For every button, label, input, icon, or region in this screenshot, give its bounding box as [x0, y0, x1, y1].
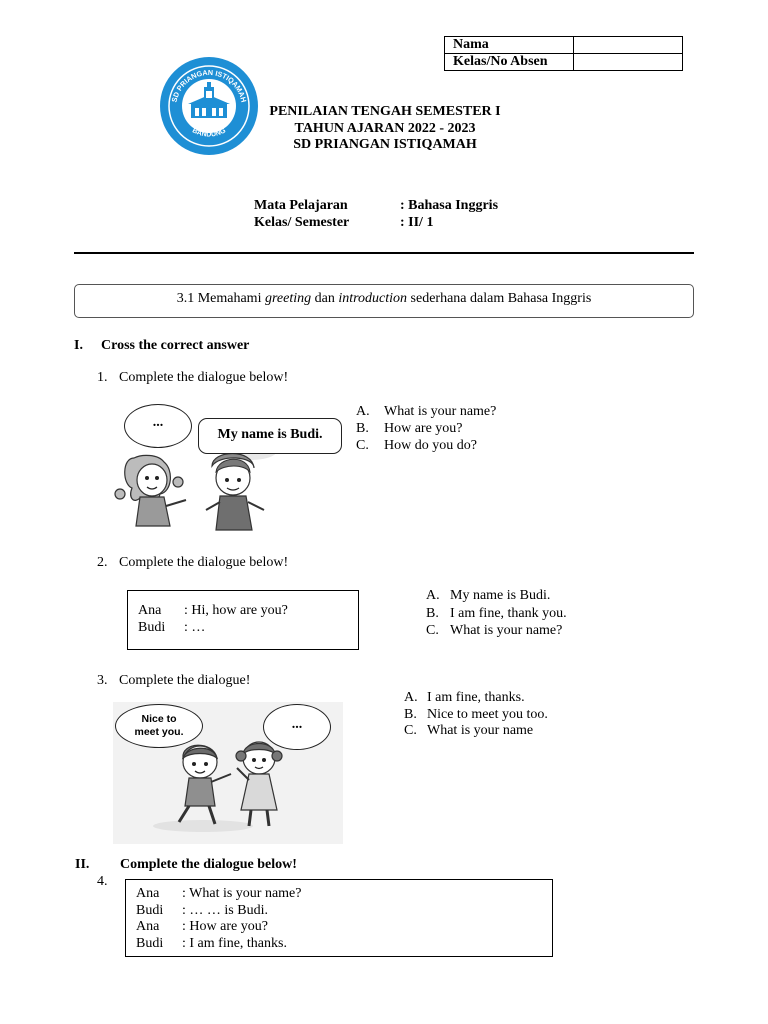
- objective-prefix: 3.1 Memahami: [176, 291, 265, 306]
- q2-option-a[interactable]: [426, 587, 550, 604]
- q4-dialogue-line: [136, 886, 552, 903]
- class-semester-label: Kelas/ Semester: [254, 215, 350, 230]
- q1-option-a[interactable]: [356, 403, 496, 420]
- q1-left-bubble-text: ...: [152, 415, 164, 430]
- class-number-label: Kelas/No Absen: [445, 54, 574, 71]
- subject-value: : Bahasa Inggris: [400, 198, 499, 213]
- q3-option-c[interactable]: [404, 722, 533, 739]
- section2-title: Complete the dialogue below!: [120, 857, 297, 872]
- q3-option-a-letter: A.: [404, 690, 418, 705]
- class-number-row: [445, 54, 683, 71]
- q4-speaker-ana: Ana: [136, 886, 160, 901]
- q1-text: Complete the dialogue below!: [119, 370, 289, 385]
- objective-suffix: sederhana dalam Bahasa Inggris: [407, 291, 592, 306]
- q1-option-c-text: How do you do?: [384, 438, 477, 453]
- q1-option-c[interactable]: [356, 437, 477, 454]
- section1-numeral: I.: [74, 338, 83, 353]
- q2-option-b-text: I am fine, thank you.: [450, 606, 567, 621]
- q1-option-a-letter: A.: [356, 404, 370, 419]
- q4-dialogue-line: [136, 936, 552, 953]
- q4-line-ana: : What is your name?: [182, 886, 302, 901]
- q2-dialogue-line: [138, 603, 358, 620]
- q2-line-budi: : …: [184, 619, 206, 635]
- class-semester-value: : II/ 1: [400, 215, 434, 230]
- q4-dialogue-line: [136, 903, 552, 920]
- q3-option-a-text: I am fine, thanks.: [427, 690, 525, 705]
- exam-title: PENILAIAN TENGAH SEMESTER I: [269, 104, 501, 119]
- q1-left-speech-bubble: [124, 404, 192, 448]
- q3-text: Complete the dialogue!: [119, 673, 251, 688]
- academic-year: TAHUN AJARAN 2022 - 2023: [294, 121, 476, 136]
- q1-option-b[interactable]: [356, 420, 463, 437]
- section1-title: Cross the correct answer: [101, 338, 250, 353]
- q3-option-b-text: Nice to meet you too.: [427, 707, 548, 722]
- objective-term-greeting: greeting: [264, 291, 312, 306]
- q3-option-c-text: What is your name: [427, 723, 534, 738]
- q4-number: 4.: [97, 874, 108, 889]
- q1-option-a-text: What is your name?: [384, 404, 497, 419]
- q1-number: 1.: [97, 370, 108, 385]
- q2-dialogue-line: [138, 620, 358, 637]
- q2-line-ana: : Hi, how are you?: [184, 603, 288, 618]
- q3-option-b[interactable]: [404, 706, 548, 723]
- q1-illustration: [114, 398, 344, 534]
- q3-number: 3.: [97, 673, 108, 688]
- q2-text: Complete the dialogue below!: [119, 555, 289, 570]
- q2-speaker-budi: Budi: [138, 619, 166, 635]
- logo-top-text: SD PRIANGAN ISTIQAMAH: [169, 67, 249, 104]
- q4-line-ana: : How are you?: [182, 919, 268, 934]
- q3-option-a[interactable]: [404, 689, 525, 706]
- q4-speaker-budi: Budi: [136, 902, 164, 918]
- section2-numeral: II.: [75, 857, 90, 872]
- subject-label: Mata Pelajaran: [254, 198, 348, 213]
- q1-right-speech-bubble: [198, 418, 342, 454]
- q2-option-c-letter: C.: [426, 623, 439, 638]
- logo-bottom-text: BANDUNG: [190, 127, 228, 139]
- q2-option-b[interactable]: [426, 605, 567, 622]
- q3-illustration: [113, 702, 343, 844]
- q3-right-bubble-text: ...: [291, 717, 303, 732]
- q2-option-a-letter: A.: [426, 588, 440, 603]
- q1-option-b-text: How are you?: [384, 421, 463, 436]
- name-label: Nama: [445, 37, 574, 54]
- q1-option-c-letter: C.: [356, 438, 369, 453]
- q4-dialogue-box: [125, 879, 553, 957]
- q4-speaker-budi: Budi: [136, 935, 164, 951]
- q2-option-c-text: What is your name?: [450, 623, 563, 638]
- q3-left-speech-bubble: [115, 704, 203, 748]
- q1-right-bubble-text: My name is Budi.: [217, 427, 323, 442]
- q2-speaker-ana: Ana: [138, 603, 162, 618]
- q2-option-b-letter: B.: [426, 606, 439, 621]
- q4-line-budi: : I am fine, thanks.: [182, 935, 287, 951]
- objective-mid: dan: [311, 291, 339, 306]
- name-value-field[interactable]: [574, 37, 683, 54]
- q1-option-b-letter: B.: [356, 421, 369, 436]
- q4-speaker-ana: Ana: [136, 919, 160, 934]
- objective-term-introduction: introduction: [338, 291, 408, 306]
- q2-dialogue-box: [127, 590, 359, 650]
- name-row: [445, 37, 683, 54]
- class-number-value-field[interactable]: [574, 54, 683, 71]
- q2-option-a-text: My name is Budi.: [450, 588, 551, 603]
- q3-option-b-letter: B.: [404, 707, 417, 722]
- name-table: [444, 36, 683, 71]
- q2-option-c[interactable]: [426, 622, 562, 639]
- q3-right-speech-bubble: [263, 704, 331, 750]
- q4-dialogue-line: [136, 919, 552, 936]
- header-divider: [74, 252, 694, 254]
- q3-left-bubble-text: Nice to meet you.: [134, 713, 184, 738]
- learning-objective-box: [74, 284, 694, 318]
- q4-line-budi: : … … is Budi.: [182, 902, 268, 918]
- q3-option-c-letter: C.: [404, 723, 417, 738]
- school-name: SD PRIANGAN ISTIQAMAH: [293, 137, 477, 152]
- q2-number: 2.: [97, 555, 108, 570]
